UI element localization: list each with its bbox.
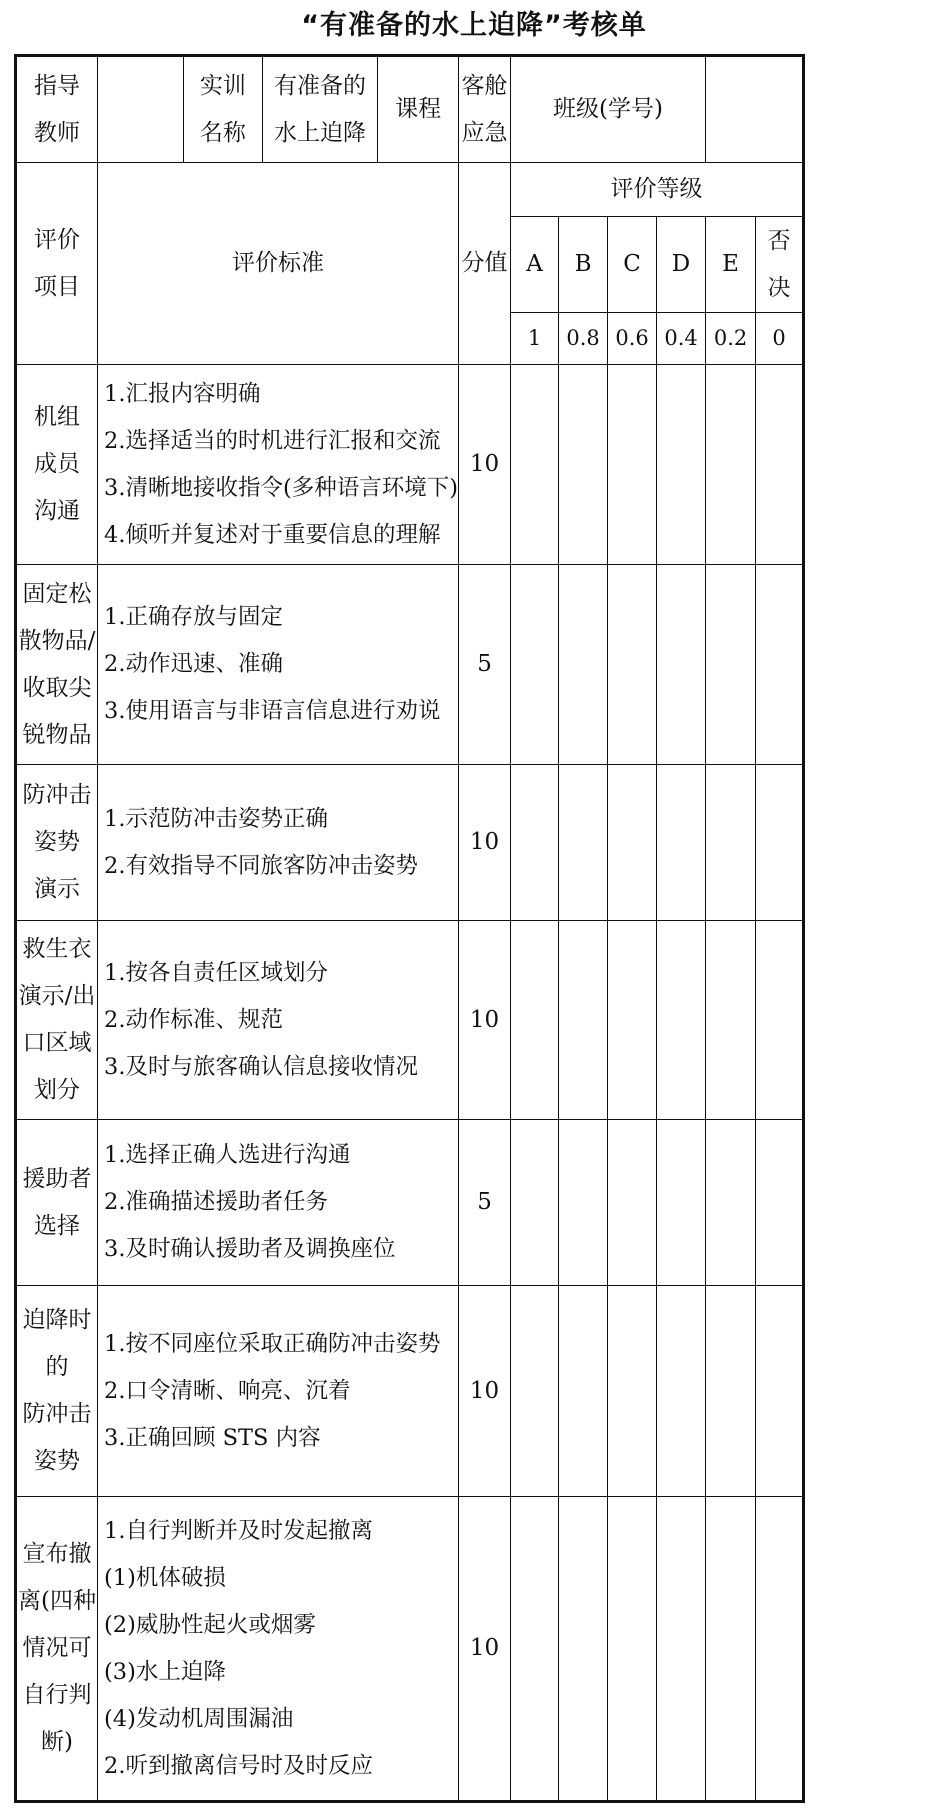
grade-cell[interactable] <box>608 921 657 1120</box>
row-criteria: 1.汇报内容明确 2.选择适当的时机进行汇报和交流 3.清晰地接收指令(多种语言环境下) 4.倾听并复述对于重要信息的理解 <box>98 365 459 565</box>
grade-cell[interactable] <box>657 1497 706 1802</box>
table-row <box>16 1120 804 1286</box>
grade-cell[interactable] <box>657 565 706 765</box>
grade-cell[interactable] <box>511 565 559 765</box>
table-row <box>16 365 804 565</box>
grade-cell[interactable] <box>608 565 657 765</box>
row-item: 防冲击 姿势 演示 <box>16 765 98 921</box>
page-title: “有准备的水上迫降”考核单 <box>301 10 647 41</box>
grade-cell[interactable] <box>608 365 657 565</box>
grade-cell[interactable] <box>706 1497 756 1802</box>
grade-cell[interactable] <box>559 1497 608 1802</box>
grade-cell[interactable] <box>559 1286 608 1497</box>
grade-header-a: A <box>511 217 559 313</box>
veto-cell[interactable] <box>756 921 804 1120</box>
course-label: 课程 <box>378 56 459 163</box>
grade-cell[interactable] <box>511 921 559 1120</box>
weight-veto: 0 <box>756 313 804 365</box>
table-row <box>16 1286 804 1497</box>
weight-e: 0.2 <box>706 313 756 365</box>
row-item: 机组 成员 沟通 <box>16 365 98 565</box>
row-item: 援助者 选择 <box>16 1120 98 1286</box>
grade-cell[interactable] <box>559 1120 608 1286</box>
row-score: 5 <box>459 1120 511 1286</box>
grade-cell[interactable] <box>657 1120 706 1286</box>
weight-d: 0.4 <box>657 313 706 365</box>
veto-cell[interactable] <box>756 1120 804 1286</box>
grade-cell[interactable] <box>657 1286 706 1497</box>
grade-cell[interactable] <box>706 1286 756 1497</box>
training-value: 有准备的 水上迫降 <box>262 56 377 163</box>
grade-cell[interactable] <box>511 765 559 921</box>
grade-header-b: B <box>559 217 608 313</box>
row-item: 迫降时 的 防冲击 姿势 <box>16 1286 98 1497</box>
row-criteria: 1.示范防冲击姿势正确 2.有效指导不同旅客防冲击姿势 <box>98 765 459 921</box>
weight-b: 0.8 <box>559 313 608 365</box>
table-row <box>16 921 804 1120</box>
table-row <box>16 565 804 765</box>
veto-cell[interactable] <box>756 565 804 765</box>
row-item: 救生衣 演示/出 口区域 划分 <box>16 921 98 1120</box>
row-score: 10 <box>459 1497 511 1802</box>
row-score: 10 <box>459 365 511 565</box>
grade-cell[interactable] <box>511 1120 559 1286</box>
grade-cell[interactable] <box>706 765 756 921</box>
veto-cell[interactable] <box>756 365 804 565</box>
row-criteria: 1.正确存放与固定 2.动作迅速、准确 3.使用语言与非语言信息进行劝说 <box>98 565 459 765</box>
grade-header-e: E <box>706 217 756 313</box>
grade-cell[interactable] <box>608 1497 657 1802</box>
row-criteria: 1.按各自责任区域划分 2.动作标准、规范 3.及时与旅客确认信息接收情况 <box>98 921 459 1120</box>
course-value: 客舱 应急 <box>459 56 511 163</box>
grade-cell[interactable] <box>559 921 608 1120</box>
grade-cell[interactable] <box>511 1497 559 1802</box>
training-label: 实训 名称 <box>183 56 262 163</box>
teacher-value-cell[interactable] <box>98 56 184 163</box>
grade-cell[interactable] <box>706 365 756 565</box>
grade-header-d: D <box>657 217 706 313</box>
grade-cell[interactable] <box>706 565 756 765</box>
class-label: 班级(学号) <box>511 56 706 163</box>
grade-cell[interactable] <box>706 1120 756 1286</box>
grade-cell[interactable] <box>559 565 608 765</box>
grade-cell[interactable] <box>511 365 559 565</box>
header-row <box>16 56 804 163</box>
row-score: 10 <box>459 765 511 921</box>
veto-cell[interactable] <box>756 1497 804 1802</box>
grade-cell[interactable] <box>657 765 706 921</box>
row-item: 固定松 散物品/ 收取尖 锐物品 <box>16 565 98 765</box>
item-column-header: 评价 项目 <box>16 163 98 365</box>
grade-cell[interactable] <box>608 765 657 921</box>
teacher-label: 指导 教师 <box>16 56 98 163</box>
criteria-column-header: 评价标准 <box>98 163 459 365</box>
row-score: 10 <box>459 921 511 1120</box>
row-item: 宣布撤 离(四种 情况可 自行判 断) <box>16 1497 98 1802</box>
grade-cell[interactable] <box>559 765 608 921</box>
grade-cell[interactable] <box>706 921 756 1120</box>
grade-cell[interactable] <box>559 365 608 565</box>
weight-a: 1 <box>511 313 559 365</box>
grade-cell[interactable] <box>657 365 706 565</box>
grade-header-c: C <box>608 217 657 313</box>
grade-cell[interactable] <box>608 1286 657 1497</box>
class-value-cell[interactable] <box>706 56 804 163</box>
table-row <box>16 765 804 921</box>
veto-cell[interactable] <box>756 765 804 921</box>
row-score: 10 <box>459 1286 511 1497</box>
row-score: 5 <box>459 565 511 765</box>
veto-header: 否 决 <box>756 217 804 313</box>
assessment-table <box>14 54 805 1803</box>
grade-cell[interactable] <box>608 1120 657 1286</box>
table-row <box>16 1497 804 1802</box>
grade-group-header: 评价等级 <box>511 163 804 217</box>
score-column-header: 分值 <box>459 163 511 365</box>
row-criteria: 1.选择正确人选进行沟通 2.准确描述援助者任务 3.及时确认援助者及调换座位 <box>98 1120 459 1286</box>
grade-cell[interactable] <box>657 921 706 1120</box>
weight-c: 0.6 <box>608 313 657 365</box>
row-criteria: 1.自行判断并及时发起撤离 (1)机体破损 (2)威胁性起火或烟雾 (3)水上迫降 (4)发动机周围漏油 2.听到撤离信号时及时反应 <box>98 1497 459 1802</box>
veto-cell[interactable] <box>756 1286 804 1497</box>
row-criteria: 1.按不同座位采取正确防冲击姿势 2.口令清晰、响亮、沉着 3.正确回顾 STS 内容 <box>98 1286 459 1497</box>
grade-cell[interactable] <box>511 1286 559 1497</box>
